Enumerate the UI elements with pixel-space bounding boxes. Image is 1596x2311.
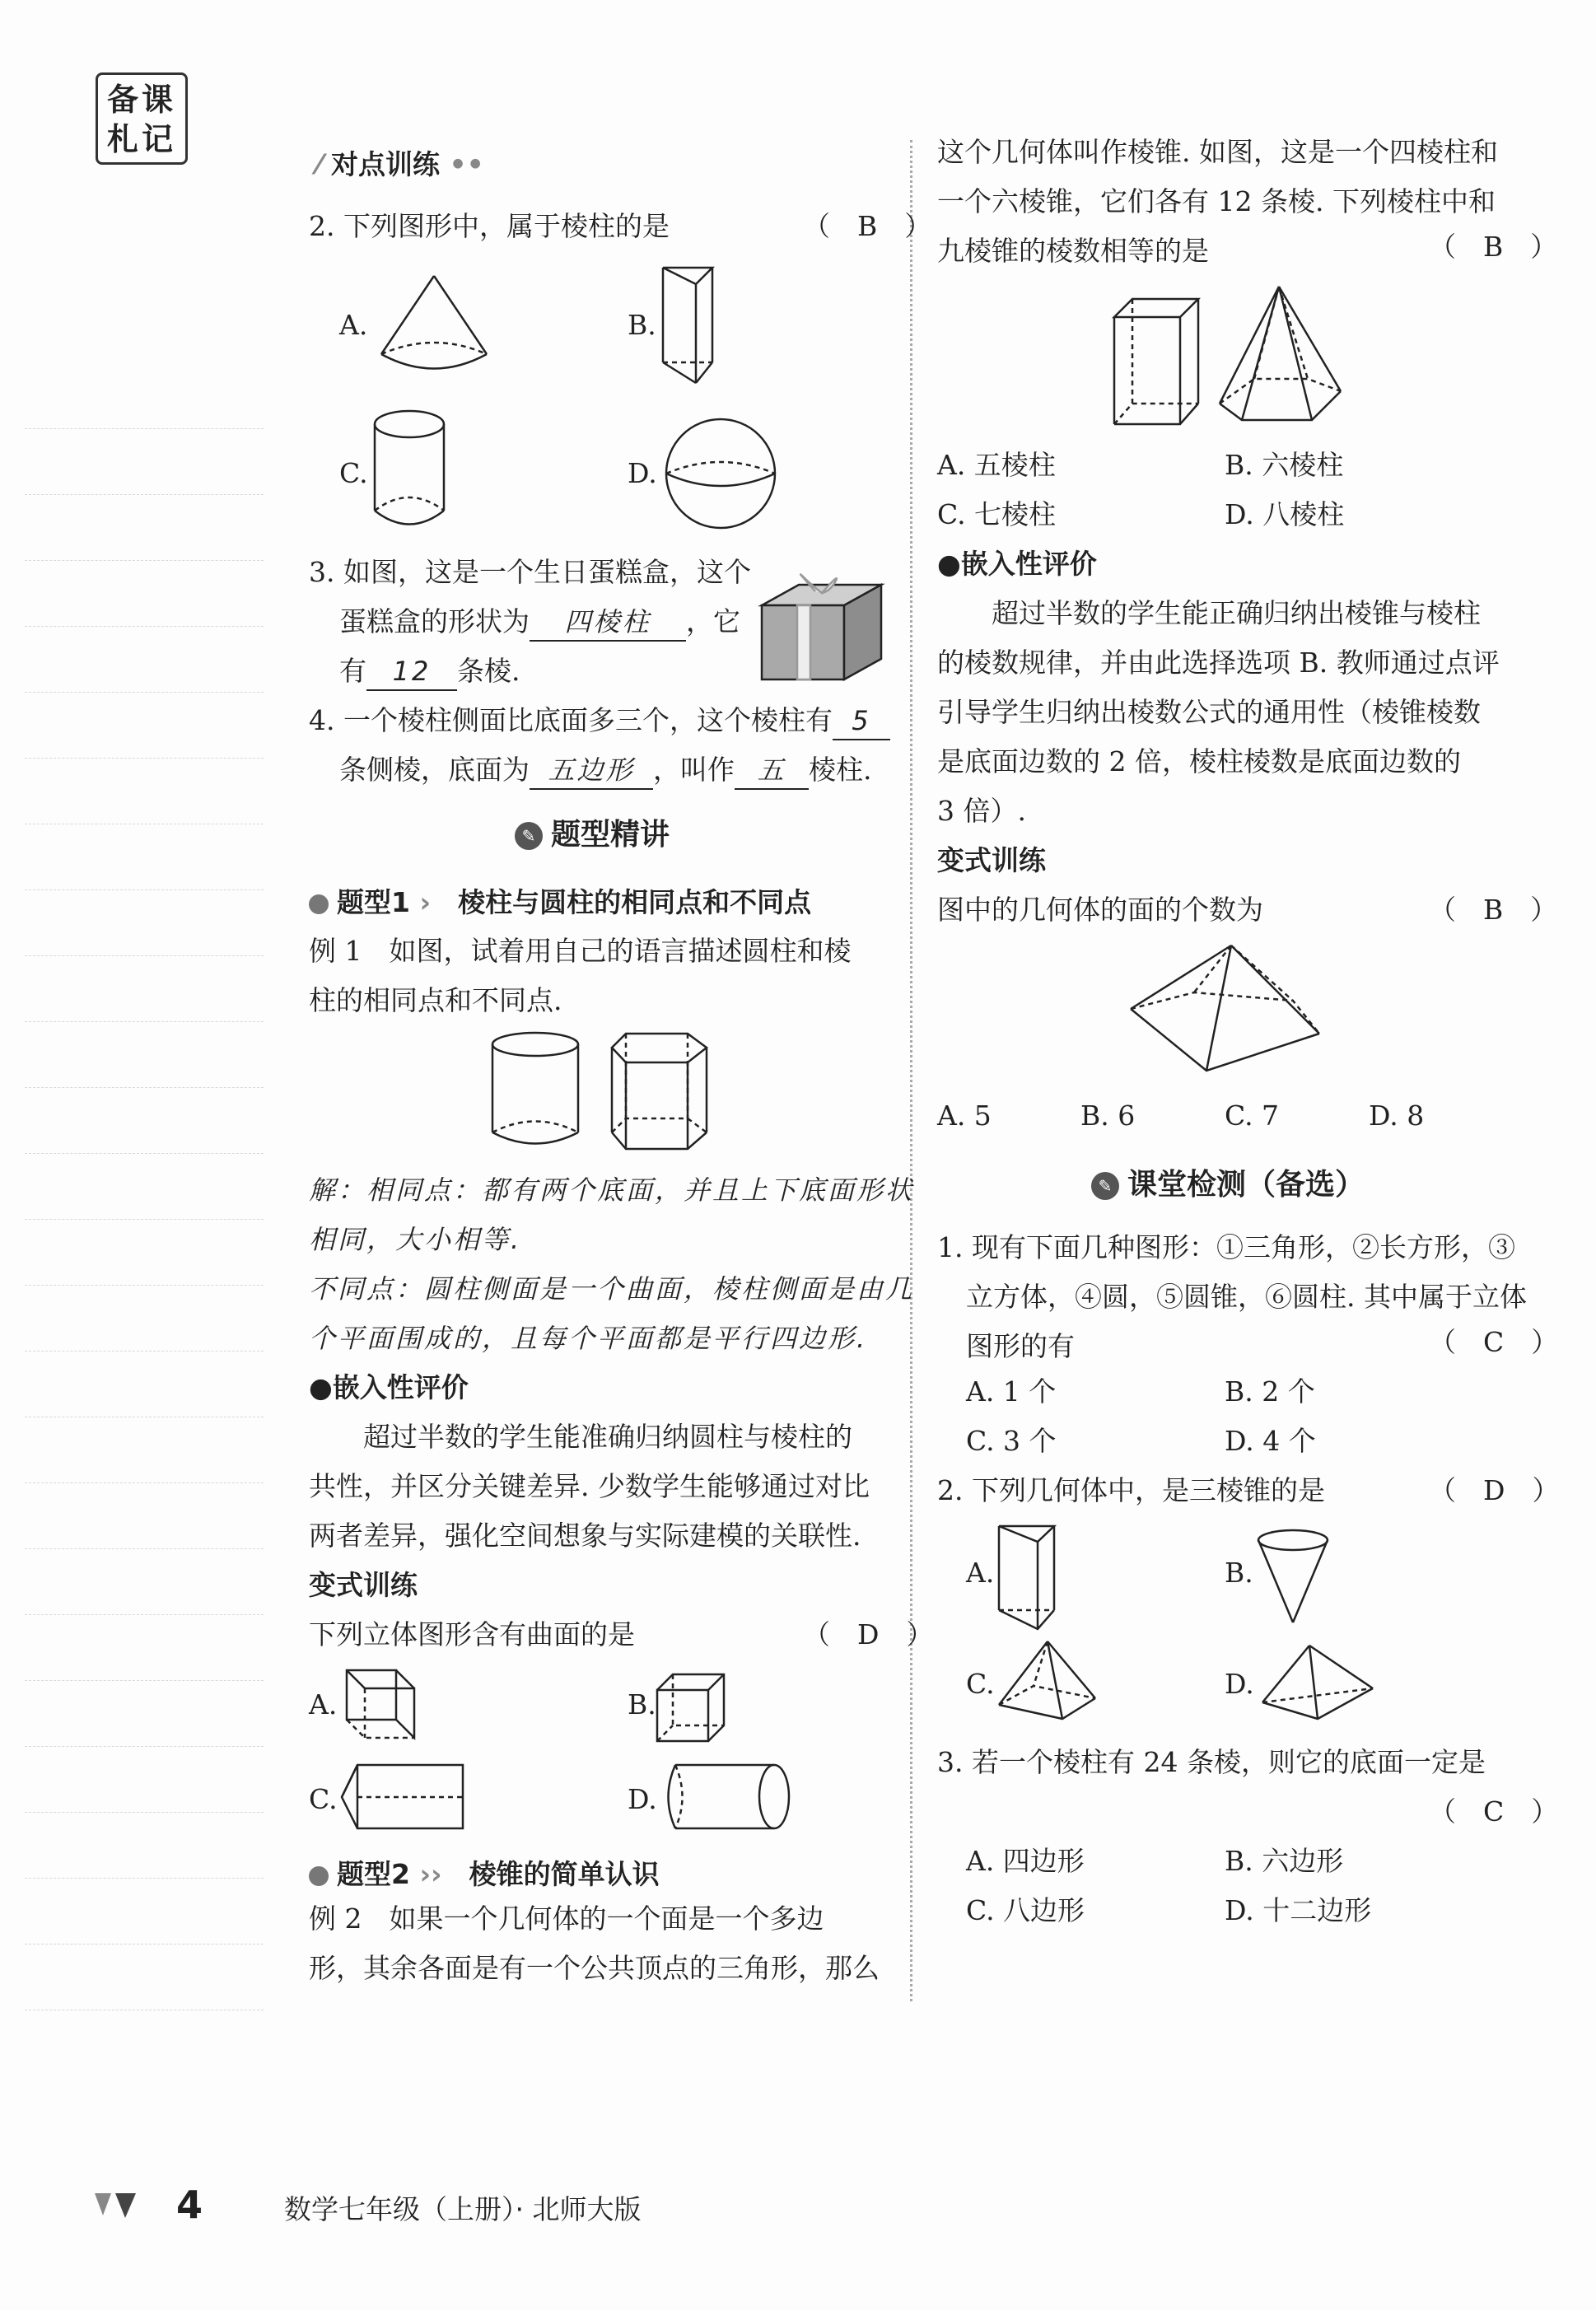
q4-line2-a: 条侧棱，底面为: [339, 754, 530, 786]
section-icon: ✎: [1091, 1172, 1119, 1200]
ex1-line1: 例 1 如图，试着用自己的语言描述圆柱和棱: [309, 935, 852, 967]
var1-opt-c: C.: [309, 1783, 338, 1815]
ex2c-line1: 这个几何体叫作棱锥. 如图，这是一个四棱柱和: [937, 136, 1498, 168]
q4-line1: [309, 696, 890, 745]
q3-line2-a: 蛋糕盒的形状为: [339, 605, 530, 637]
ex2-line1: 例 2 如果一个几何体的一个面是一个多边: [309, 1902, 824, 1935]
eval2-line2: 的棱数规律，并由此选择选项 B. 教师通过点评: [937, 647, 1500, 679]
lesson-notes-stamp: [96, 72, 188, 165]
publisher-logo-icon: [91, 2187, 140, 2220]
sol1-line2: 相同，大小相等.: [309, 1224, 522, 1255]
type2-label: 题型2: [337, 1858, 410, 1890]
var2-opt-b: B. 6: [1080, 1099, 1136, 1132]
var1-prism-c-figure: [339, 1762, 471, 1832]
quadrangular-prism-figure: [1112, 296, 1202, 428]
sphere-figure: [663, 416, 778, 531]
type-icon: [309, 894, 329, 914]
c2-square-pyramid-figure: [996, 1639, 1099, 1721]
section-title-right-text: 课堂检测（备选）: [1127, 1168, 1365, 1202]
var2-title: 变式训练: [937, 844, 1046, 876]
c2-cone-figure: [1256, 1528, 1330, 1627]
ex2-opt-c: C. 七棱柱: [937, 498, 1057, 530]
type1-label: 题型1: [337, 886, 410, 918]
c3-opt-c: C. 八边形: [966, 1894, 1085, 1926]
c2-opt-a: A.: [966, 1557, 995, 1589]
c1-line1: 1. 现有下面几种图形：①三角形，②长方形，③: [937, 1231, 1515, 1263]
c2-triangular-pyramid-figure: [1260, 1643, 1375, 1721]
c2-triangular-prism-figure: [996, 1524, 1062, 1635]
type1-title: 棱柱与圆柱的相同点和不同点: [458, 886, 812, 918]
c3-text: 3. 若一个棱柱有 24 条棱，则它的底面一定是: [937, 1746, 1486, 1778]
q4-blank-name: 五: [735, 752, 809, 790]
c3-opt-b: B. 六边形: [1225, 1845, 1344, 1877]
eval1-line2: 共性，并区分关键差异. 少数学生能够通过对比: [309, 1470, 870, 1502]
var1-opt-b: B.: [628, 1688, 656, 1720]
footer-book-title: 数学七年级（上册）· 北师大版: [284, 2193, 642, 2225]
dui-dian-title: ⁄ 对点训练 ••: [317, 148, 484, 180]
eval2-line1: 超过半数的学生能正确归纳出棱锥与棱柱: [937, 597, 1481, 629]
q2-answer: （ B ）: [803, 210, 932, 242]
var1-cube-a-figure: [344, 1668, 418, 1742]
column-divider: [910, 140, 912, 2001]
q3-blank-edges: 12: [366, 653, 457, 691]
ex2-opt-d: D. 八棱柱: [1225, 498, 1345, 530]
var2-text: 图中的几何体的面的个数为: [937, 894, 1263, 926]
var2-opt-d: D. 8: [1369, 1099, 1425, 1132]
var1-opt-a: A.: [309, 1688, 338, 1720]
section-title-left-text: 题型精讲: [551, 818, 670, 852]
ex2c-line2: 一个六棱锥，它们各有 12 条棱. 下列棱柱中和: [937, 185, 1496, 217]
c2-opt-b: B.: [1225, 1557, 1253, 1589]
section-title-right: [1091, 1161, 1365, 1203]
section-icon: ✎: [515, 822, 543, 850]
ex2-opt-b: B. 六棱柱: [1225, 449, 1344, 481]
pentagonal-pyramid-figure: [1128, 943, 1322, 1079]
eval2-line3: 引导学生归纳出棱数公式的通用性（棱锥棱数: [937, 696, 1481, 728]
c1-line3: 图形的有: [966, 1330, 1075, 1362]
gift-box-image: [758, 568, 889, 684]
c1-opt-d: D. 4 个: [1225, 1425, 1316, 1457]
var1-cube-b-figure: [655, 1672, 729, 1746]
var2-opt-a: A. 5: [937, 1099, 992, 1132]
c2-opt-c: C.: [966, 1668, 995, 1700]
q4-line2-c: 棱柱.: [809, 754, 872, 786]
q4-blank-edges: 5: [833, 703, 890, 740]
c1-line2: 立方体，④圆，⑤圆锥，⑥圆柱. 其中属于立体: [966, 1281, 1527, 1313]
type2-title: 棱锥的简单认识: [469, 1858, 660, 1890]
sol1-line4: 个平面围成的，且每个平面都是平行四边形.: [309, 1323, 868, 1354]
q4-line2-b: ，叫作: [653, 754, 735, 786]
type-icon: [309, 1866, 329, 1886]
q2-opt-a: A.: [339, 309, 368, 341]
q2-opt-b: B.: [628, 309, 656, 341]
c2-answer: （ D ）: [1429, 1474, 1560, 1506]
page-number: 4: [176, 2183, 203, 2227]
sol1-line1: 解：相同点：都有两个底面，并且上下底面形状: [309, 1174, 915, 1206]
eval2-line5: 3 倍）.: [937, 795, 1026, 827]
q2-opt-d: D.: [628, 457, 657, 489]
c3-opt-d: D. 十二边形: [1225, 1894, 1372, 1926]
q4-line2: [339, 745, 872, 795]
eval1-line3: 两者差异，强化空间想象与实际建模的关联性.: [309, 1520, 861, 1552]
ex2c-line3: 九棱锥的棱数相等的是: [937, 235, 1209, 267]
sol1-line3: 不同点：圆柱侧面是一个曲面，棱柱侧面是由几: [309, 1273, 915, 1305]
c1-opt-b: B. 2 个: [1225, 1375, 1315, 1408]
var1-title: 变式训练: [309, 1569, 418, 1601]
c3-opt-a: A. 四边形: [966, 1845, 1085, 1877]
q4-line1-a: 4. 一个棱柱侧面比底面多三个，这个棱柱有: [309, 704, 833, 736]
type1-heading: 题型1 › 棱柱与圆柱的相同点和不同点: [309, 881, 811, 920]
cylinder-figure: [371, 408, 449, 531]
eval2-line4: 是底面边数的 2 倍，棱柱棱数是底面边数的: [937, 745, 1461, 777]
q4-blank-base: 五边形: [530, 752, 653, 790]
cone-figure: [375, 272, 494, 379]
q3-line3-a: 有: [339, 655, 366, 687]
ex2c-answer: （ B ）: [1429, 231, 1558, 263]
hexagonal-pyramid-figure: [1217, 284, 1345, 428]
c1-opt-c: C. 3 个: [966, 1425, 1057, 1457]
q2-text: 2. 下列图形中，属于棱柱的是: [309, 210, 670, 242]
ex2-opt-a: A. 五棱柱: [937, 449, 1056, 481]
ex1-hexagonal-prism-figure: [609, 1029, 712, 1161]
var2-answer: （ B ）: [1429, 894, 1558, 926]
var1-opt-d: D.: [628, 1783, 657, 1815]
q3-line2-b: ，它: [686, 605, 740, 637]
q3-line3: [339, 647, 520, 696]
q3-line2: [339, 597, 740, 647]
c1-opt-a: A. 1 个: [966, 1375, 1057, 1408]
stamp-text: 备课 札记: [106, 82, 176, 157]
ex2-line2: 形，其余各面是有一个公共顶点的三角形，那么: [309, 1952, 880, 1984]
var1-cylinder-d-figure: [659, 1762, 795, 1832]
c2-opt-d: D.: [1225, 1668, 1254, 1700]
q3-line3-b: 条棱.: [457, 655, 520, 687]
var1-text: 下列立体图形含有曲面的是: [309, 1618, 635, 1650]
c3-answer: （ C ）: [1429, 1795, 1559, 1828]
dui-dian-title-text: 对点训练: [331, 148, 440, 180]
eval2-title: ●嵌入性评价: [937, 548, 1097, 580]
q3-line1: 3. 如图，这是一个生日蛋糕盒，这个: [309, 556, 751, 588]
c1-answer: （ C ）: [1429, 1326, 1559, 1358]
q3-blank-shape: 四棱柱: [530, 604, 686, 642]
eval1-line1: 超过半数的学生能准确归纳圆柱与棱柱的: [309, 1421, 852, 1453]
ex1-cylinder-figure: [490, 1029, 585, 1153]
type2-heading: 题型2 ›› 棱锥的简单认识: [309, 1853, 660, 1892]
eval1-title: ●嵌入性评价: [309, 1371, 469, 1403]
c2-text: 2. 下列几何体中，是三棱锥的是: [937, 1474, 1325, 1506]
ex1-line2: 柱的相同点和不同点.: [309, 984, 562, 1016]
var1-answer: （ D ）: [803, 1618, 934, 1650]
q2-opt-c: C.: [339, 457, 368, 489]
section-title-left: [515, 811, 670, 853]
var2-opt-c: C. 7: [1225, 1099, 1280, 1132]
triangular-prism-figure: [659, 264, 733, 391]
